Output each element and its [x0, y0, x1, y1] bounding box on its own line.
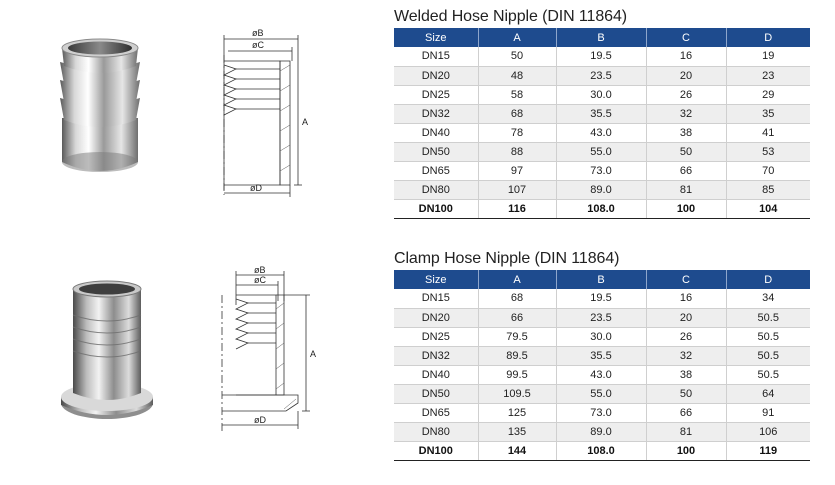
clamp-spec-table — [394, 270, 810, 461]
cell-c: 38 — [646, 123, 726, 142]
cell-size: DN32 — [394, 346, 478, 365]
cell-a: 79.5 — [478, 327, 556, 346]
table-row — [394, 403, 810, 422]
cell-c: 26 — [646, 85, 726, 104]
dim-d-label: øD — [250, 183, 262, 193]
cell-b: 19.5 — [556, 289, 646, 308]
col-header-size: Size — [394, 270, 478, 289]
table-row — [394, 104, 810, 123]
cell-a: 89.5 — [478, 346, 556, 365]
cell-d: 64 — [726, 384, 810, 403]
cell-c: 16 — [646, 47, 726, 66]
cell-c: 50 — [646, 142, 726, 161]
cell-size: DN80 — [394, 422, 478, 441]
cell-size: DN40 — [394, 123, 478, 142]
cell-size: DN15 — [394, 289, 478, 308]
table-row — [394, 85, 810, 104]
cell-a: 66 — [478, 308, 556, 327]
cell-c: 66 — [646, 403, 726, 422]
cell-b: 23.5 — [556, 308, 646, 327]
table-row — [394, 123, 810, 142]
cell-size: DN20 — [394, 66, 478, 85]
cell-a: 97 — [478, 161, 556, 180]
table-row — [394, 161, 810, 180]
table-header-row — [394, 28, 810, 47]
cell-b: 30.0 — [556, 327, 646, 346]
cell-b: 89.0 — [556, 422, 646, 441]
cell-a: 144 — [478, 441, 556, 460]
cell-d: 104 — [726, 199, 810, 218]
cell-b: 108.0 — [556, 441, 646, 460]
cell-c: 16 — [646, 289, 726, 308]
cell-d: 85 — [726, 180, 810, 199]
cell-d: 91 — [726, 403, 810, 422]
cell-c: 81 — [646, 422, 726, 441]
table-row — [394, 180, 810, 199]
cell-c: 32 — [646, 104, 726, 123]
cell-b: 35.5 — [556, 346, 646, 365]
table-row — [394, 327, 810, 346]
cell-c: 81 — [646, 180, 726, 199]
cell-d: 119 — [726, 441, 810, 460]
dim-c-label: øC — [254, 275, 266, 285]
table-row — [394, 422, 810, 441]
cell-b: 43.0 — [556, 365, 646, 384]
cell-a: 68 — [478, 104, 556, 123]
cell-d: 19 — [726, 47, 810, 66]
table-row — [394, 142, 810, 161]
cell-a: 125 — [478, 403, 556, 422]
cell-a: 68 — [478, 289, 556, 308]
cell-d: 70 — [726, 161, 810, 180]
clamp-title: Clamp Hose Nipple (DIN 11864) — [394, 250, 620, 267]
table-row — [394, 66, 810, 85]
cell-a: 99.5 — [478, 365, 556, 384]
cell-b: 73.0 — [556, 403, 646, 422]
col-header-a: A — [478, 28, 556, 47]
welded-spec-table — [394, 28, 810, 219]
welded-hose-nipple-drawing — [212, 25, 322, 200]
cell-c: 32 — [646, 346, 726, 365]
cell-d: 29 — [726, 85, 810, 104]
cell-c: 66 — [646, 161, 726, 180]
cell-size: DN65 — [394, 161, 478, 180]
cell-d: 50.5 — [726, 327, 810, 346]
cell-size: DN20 — [394, 308, 478, 327]
cell-d: 34 — [726, 289, 810, 308]
table-row — [394, 47, 810, 66]
dim-b-label: øB — [254, 265, 266, 275]
cell-a: 50 — [478, 47, 556, 66]
cell-a: 58 — [478, 85, 556, 104]
col-header-b: B — [556, 270, 646, 289]
cell-c: 20 — [646, 66, 726, 85]
welded-title: Welded Hose Nipple (DIN 11864) — [394, 8, 627, 25]
col-header-c: C — [646, 28, 726, 47]
table-row — [394, 346, 810, 365]
clamp-section — [394, 248, 810, 461]
table-row — [394, 365, 810, 384]
cell-d: 50.5 — [726, 346, 810, 365]
table-row — [394, 289, 810, 308]
table-header-row — [394, 270, 810, 289]
table-row — [394, 308, 810, 327]
cell-d: 53 — [726, 142, 810, 161]
cell-d: 50.5 — [726, 308, 810, 327]
cell-size: DN32 — [394, 104, 478, 123]
cell-b: 89.0 — [556, 180, 646, 199]
clamp-hose-nipple-photo — [55, 275, 165, 435]
col-header-size: Size — [394, 28, 478, 47]
cell-b: 30.0 — [556, 85, 646, 104]
cell-b: 19.5 — [556, 47, 646, 66]
table-row — [394, 384, 810, 403]
cell-d: 50.5 — [726, 365, 810, 384]
cell-c: 20 — [646, 308, 726, 327]
cell-size: DN50 — [394, 142, 478, 161]
cell-d: 41 — [726, 123, 810, 142]
cell-b: 108.0 — [556, 199, 646, 218]
cell-size: DN65 — [394, 403, 478, 422]
dim-b-label: øB — [252, 28, 264, 38]
cell-size: DN15 — [394, 47, 478, 66]
col-header-c: C — [646, 270, 726, 289]
cell-b: 35.5 — [556, 104, 646, 123]
col-header-b: B — [556, 28, 646, 47]
dim-c-label: øC — [252, 40, 264, 50]
table-row — [394, 441, 810, 460]
dim-a-label: A — [302, 117, 309, 127]
col-header-a: A — [478, 270, 556, 289]
cell-d: 106 — [726, 422, 810, 441]
cell-size: DN25 — [394, 85, 478, 104]
cell-size: DN40 — [394, 365, 478, 384]
cell-a: 116 — [478, 199, 556, 218]
col-header-d: D — [726, 270, 810, 289]
cell-size: DN100 — [394, 199, 478, 218]
cell-a: 78 — [478, 123, 556, 142]
clamp-hose-nipple-drawing — [212, 265, 327, 440]
cell-c: 26 — [646, 327, 726, 346]
table-row — [394, 199, 810, 218]
dim-a-label: A — [310, 349, 317, 359]
cell-a: 48 — [478, 66, 556, 85]
welded-hose-nipple-photo — [40, 30, 160, 180]
cell-b: 55.0 — [556, 142, 646, 161]
dim-d-label: øD — [254, 415, 266, 425]
cell-c: 100 — [646, 199, 726, 218]
cell-c: 38 — [646, 365, 726, 384]
welded-section — [394, 6, 810, 219]
cell-b: 23.5 — [556, 66, 646, 85]
cell-b: 73.0 — [556, 161, 646, 180]
cell-c: 100 — [646, 441, 726, 460]
cell-b: 43.0 — [556, 123, 646, 142]
cell-size: DN100 — [394, 441, 478, 460]
cell-size: DN80 — [394, 180, 478, 199]
cell-c: 50 — [646, 384, 726, 403]
cell-size: DN25 — [394, 327, 478, 346]
cell-d: 23 — [726, 66, 810, 85]
cell-size: DN50 — [394, 384, 478, 403]
cell-d: 35 — [726, 104, 810, 123]
cell-a: 135 — [478, 422, 556, 441]
col-header-d: D — [726, 28, 810, 47]
cell-a: 109.5 — [478, 384, 556, 403]
cell-b: 55.0 — [556, 384, 646, 403]
cell-a: 107 — [478, 180, 556, 199]
cell-a: 88 — [478, 142, 556, 161]
